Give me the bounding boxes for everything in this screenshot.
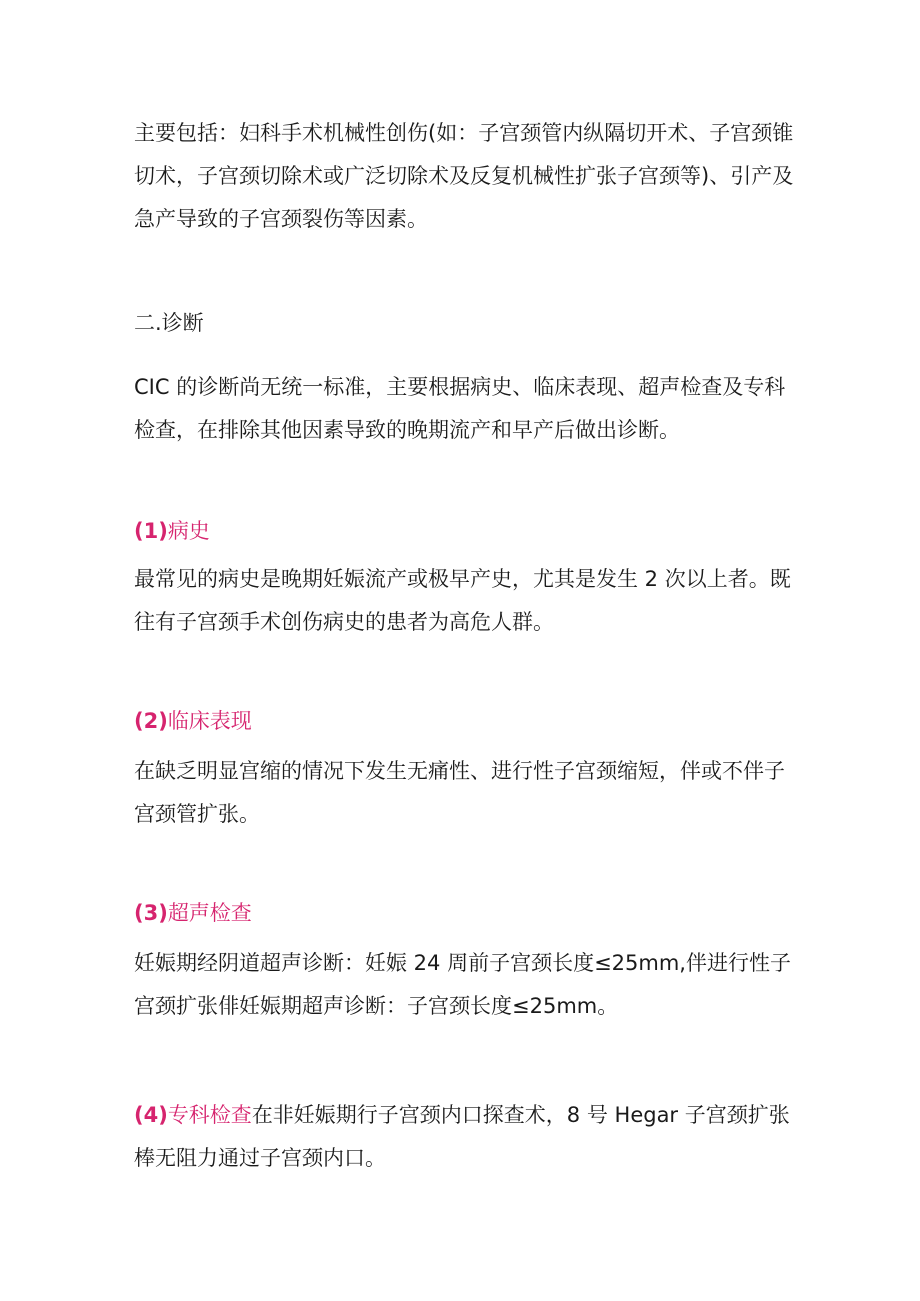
- specialist-text: 在非妊娠期行子宫颈内口探查术，8 号 Hegar 子宫颈扩张棒无阻力通过子宫颈内口。: [134, 1103, 790, 1170]
- clinical-paragraph: 在缺乏明显宫缩的情况下发生无痛性、进行性子宫颈缩短，伴或不伴子宫颈管扩张。: [134, 759, 785, 826]
- heading-ultrasound: [134, 892, 252, 935]
- heading-history-label: 病史: [167, 519, 210, 543]
- heading-clinical-number: (2): [134, 709, 168, 733]
- heading-clinical-label: 临床表现: [167, 709, 252, 733]
- heading-history: [134, 510, 210, 553]
- heading-specialist: [134, 1103, 252, 1127]
- intro-paragraph: 主要包括：妇科手术机械性创伤(如：子宫颈管内纵隔切开术、子宫颈锥切术，子宫颈切除术或广泛切除术及反复机械性扩张子宫颈等)、引产及急产导致的子宫颈裂伤等因素。: [134, 121, 794, 231]
- heading-ultrasound-number: (3): [134, 901, 168, 925]
- heading-specialist-number: (4): [134, 1103, 168, 1127]
- specialist-paragraph: [134, 1094, 794, 1180]
- ultrasound-paragraph: 妊娠期经阴道超声诊断：妊娠 24 周前子宫颈长度≤25mm,伴进行性子宫颈扩张俳妊娠期超声诊断：子宫颈长度≤25mm。: [134, 951, 791, 1018]
- diagnosis-paragraph: CIC 的诊断尚无统一标准，主要根据病史、临床表现、超声检查及专科检查，在排除其他因素导致的晚期流产和早产后做出诊断。: [134, 375, 786, 442]
- heading-clinical: [134, 700, 252, 743]
- heading-ultrasound-label: 超声检查: [167, 901, 252, 925]
- heading-specialist-label: 专科检查: [167, 1103, 252, 1127]
- heading-history-number: (1): [134, 519, 168, 543]
- section-title-diagnosis: 二.诊断: [134, 311, 204, 335]
- history-paragraph: 最常见的病史是晚期妊娠流产或极早产史，尤其是发生 2 次以上者。既往有子宫颈手术创伤病史的患者为高危人群。: [134, 567, 791, 634]
